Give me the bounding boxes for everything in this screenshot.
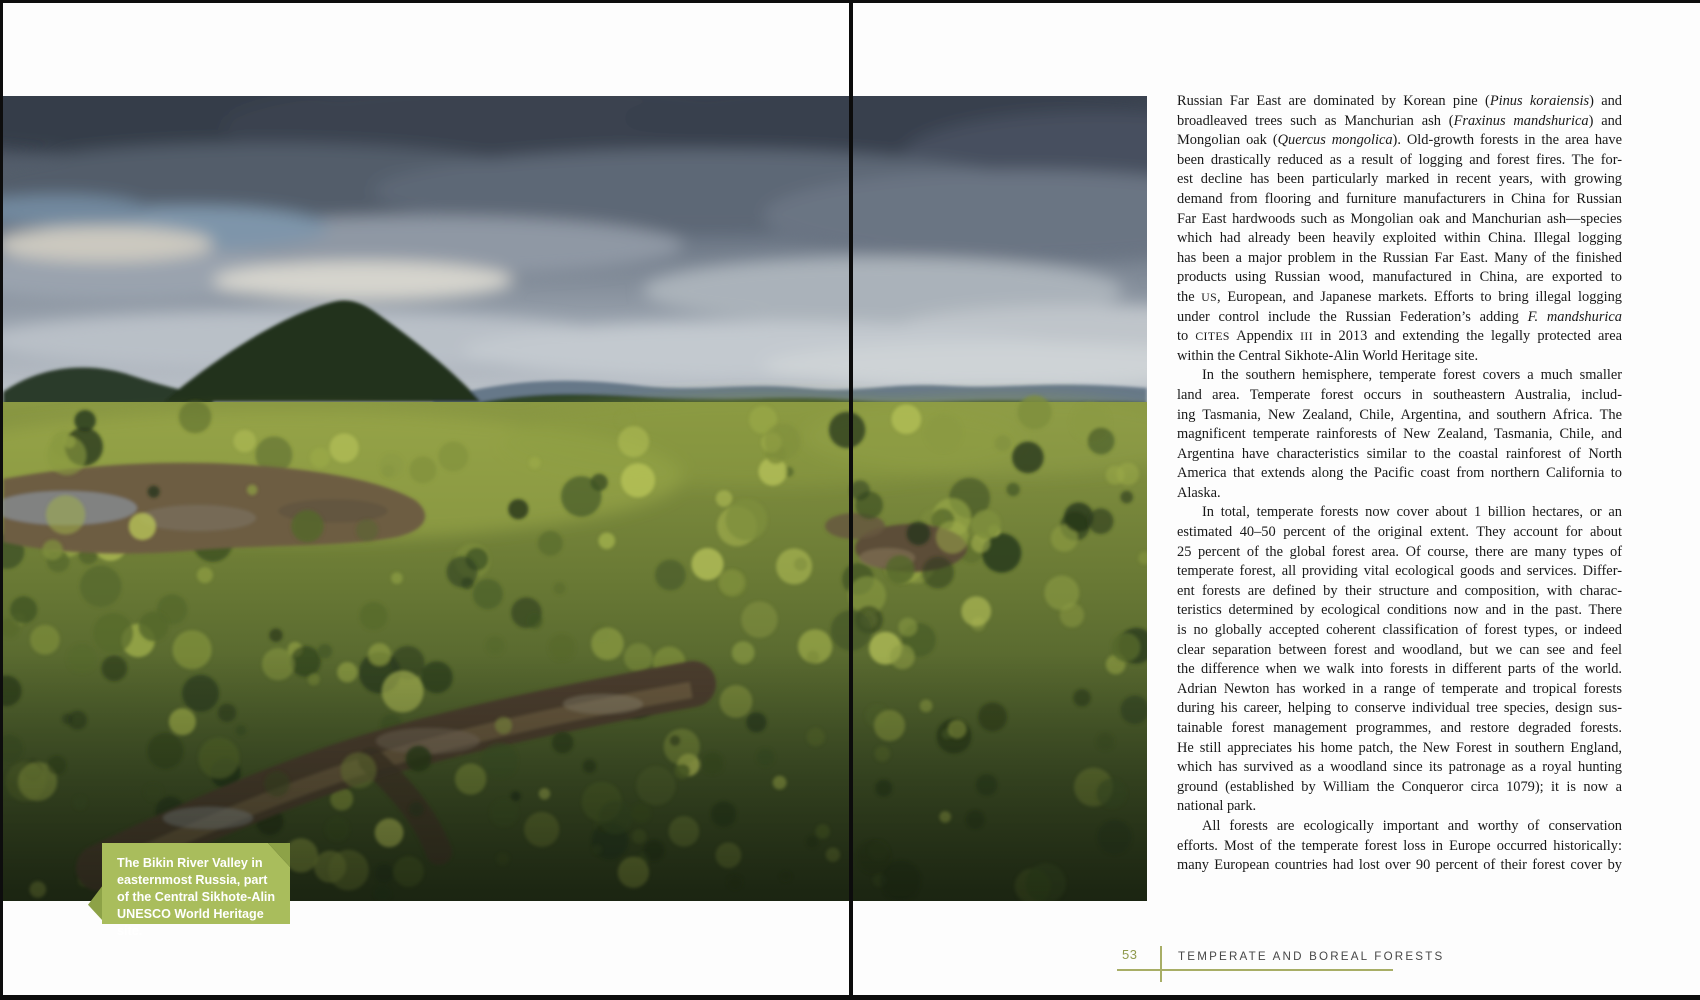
text-line: tainable forest management programmes, and restore degraded forests. — [1177, 720, 1622, 736]
footer-rule — [1117, 969, 1393, 971]
text-line: America that extends along the Pacific coast from northern California to — [1177, 465, 1622, 482]
text-line: national park. — [1177, 798, 1257, 815]
text-line: teristics determined by ecological conditions now and in the past. There — [1177, 602, 1622, 619]
text-line: In total, temperate forests now cover about 1 billion hectares, or an — [1202, 504, 1622, 521]
text-line: which had already been heavily exploited within China. Illegal logging — [1177, 230, 1622, 247]
text-line: 25 percent of the global forest area. Of course, there are many types of — [1177, 543, 1622, 560]
text-line: ent forests are defined by their structure and composition, with charac- — [1177, 582, 1622, 599]
text-line: the US, European, and Japanese markets. Efforts to bring illegal logging — [1177, 288, 1622, 305]
text-line: est decline has been particularly marked in recent years, with growing — [1177, 171, 1622, 188]
text-line: Alaska. — [1177, 484, 1221, 501]
text-line: during his career, helping to conserve individual tree species, design sus- — [1177, 700, 1622, 717]
page-border-top — [0, 0, 1700, 3]
running-title: TEMPERATE AND BOREAL FORESTS — [1178, 950, 1445, 963]
text-line: Mongolian oak (Quercus mongolica). Old-growth forests in the area have — [1177, 132, 1623, 149]
text-line: magnificent temperate rainforests of New Zealand, Tasmania, Chile, and — [1177, 426, 1622, 443]
page-border-bottom — [0, 995, 1700, 1000]
text-line: In the southern hemisphere, temperate forest covers a much smaller — [1202, 367, 1622, 384]
text-line: broadleaved trees such as Manchurian ash (Fraxinus mandshurica) and — [1177, 112, 1623, 129]
text-line: efforts. Most of the temperate forest loss in Europe occurred historically: — [1177, 837, 1622, 854]
text-line: Russian Far East are dominated by Korean pine (Pinus koraiensis) and — [1177, 93, 1622, 109]
page-number: 53 — [1122, 947, 1138, 962]
caption-line: of the Central Sikhote-Alin — [117, 889, 276, 904]
text-line: is no globally accepted coherent classification of forest types, or indeed — [1177, 622, 1622, 639]
text-line: which has survived as a woodland since its patronage as a royal hunting — [1177, 759, 1622, 776]
text-line: products using Russian wood, manufactured in China, are exported to — [1177, 269, 1622, 286]
caption-line: easternmost Russia, part — [117, 872, 268, 887]
text-line: under control include the Russian Federation’s adding F. mandshurica — [1177, 308, 1623, 325]
clouds — [3, 96, 1147, 390]
text-line: to CITES Appendix III in 2013 and extending the legally protected area — [1177, 328, 1623, 345]
text-line: ing Tasmania, New Zealand, Chile, Argentina, and southern Africa. The — [1177, 406, 1622, 423]
text-line: Argentina have characteristics similar to the coastal rainforest of North — [1177, 445, 1622, 462]
text-line: All forests are ecologically important and worthy of conservation — [1202, 817, 1622, 834]
text-line: within the Central Sikhote-Alin World Heritage site. — [1177, 347, 1479, 364]
text-line: demand from flooring and furniture manufacturers in China for Russian — [1177, 190, 1622, 207]
text-line: Far East hardwoods such as Mongolian oak and Manchurian ash—species — [1177, 210, 1622, 227]
text-line: ground (established by William the Conqueror circa 1079); it is now a — [1177, 778, 1622, 795]
text-line: He still appreciates his home patch, the New Forest in southern England, — [1177, 739, 1622, 756]
page-gutter-line — [849, 0, 853, 1000]
footer-divider — [1160, 946, 1162, 982]
text-line: land area. Temperate forest occurs in southeastern Australia, includ- — [1177, 386, 1622, 403]
text-line: the difference when we walk into forests in different parts of the world. — [1177, 661, 1622, 678]
text-line: has been a major problem in the Russian Far East. Many of the finished — [1177, 249, 1622, 266]
text-line: clear separation between forest and woodland, but we can see and feel — [1177, 641, 1622, 658]
valley-photo — [3, 96, 1147, 901]
text-line: been drastically reduced as a result of logging and forest fires. The for- — [1177, 151, 1622, 168]
text-line: estimated 40–50 percent of the original extent. They account for about — [1177, 524, 1622, 541]
text-line: many European countries had lost over 90 percent of their forest cover by — [1177, 857, 1622, 874]
caption-text — [117, 855, 282, 940]
body-text — [1177, 92, 1622, 876]
caption-line: The Bikin River Valley in — [117, 856, 263, 870]
page-border-left — [0, 0, 3, 1000]
caption-line: UNESCO World Heritage site. — [117, 906, 264, 938]
text-line: Adrian Newton has worked in a range of temperate and tropical forests — [1177, 680, 1622, 697]
text-line: temperate forest, all providing vital ecological goods and services. Differ- — [1177, 563, 1622, 580]
photo-caption — [102, 843, 290, 938]
